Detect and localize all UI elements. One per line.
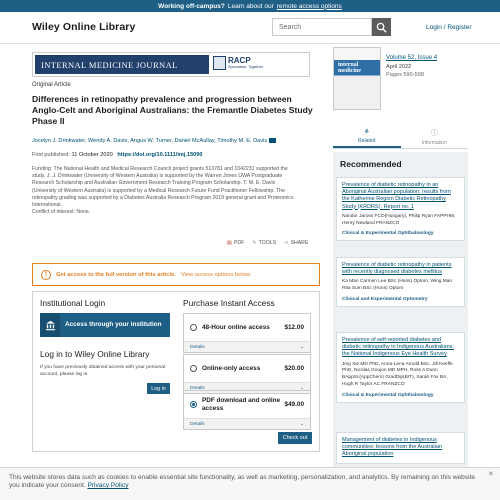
racp-subtitle: Specialists. Together xyxy=(228,65,263,69)
racp-logo xyxy=(213,56,263,70)
list-item xyxy=(336,257,465,307)
conflict-text: Conflict of interest: None. xyxy=(32,209,91,216)
details-label: Details xyxy=(190,385,205,391)
pdf-label: PDF xyxy=(233,240,245,246)
purchase-option-online[interactable] xyxy=(183,354,311,394)
info-icon: ⓘ xyxy=(430,130,438,137)
pdf-icon: ▤ xyxy=(227,240,232,246)
tab-label: Related xyxy=(358,138,376,144)
cookie-consent-bar xyxy=(0,467,500,500)
recommended-authors: Ka Man Carmen Lee BSc (Hons) Optom, Wing Man Rita Sum BSc (Hons) Optom xyxy=(342,279,453,292)
banner-text: Learn about our xyxy=(227,2,274,10)
site-header xyxy=(0,12,500,44)
access-banner-bold: Get access to the full version of this article. xyxy=(56,271,176,278)
option-price: $12.00 xyxy=(284,324,304,331)
pdf-button[interactable] xyxy=(227,240,244,246)
journal-cover[interactable] xyxy=(333,47,381,110)
access-options-panel xyxy=(32,291,320,452)
article-type: Original Article xyxy=(32,82,71,88)
tab-label: Information xyxy=(421,140,447,146)
option-name: Online-only access xyxy=(202,364,261,372)
info-icon: ! xyxy=(41,270,51,280)
authors-text[interactable]: Jocelyn J. Drinkwater, Wendy A. Davis, Angus W. Turner, Daniel McAullay, Timothy M. E. Davis xyxy=(32,138,268,144)
purchase-option-pdf[interactable] xyxy=(183,390,311,430)
remote-access-banner xyxy=(0,0,500,12)
institution-access-button[interactable] xyxy=(40,313,170,337)
journal-name: INTERNAL MEDICINE JOURNAL xyxy=(35,55,209,74)
cookie-message: This website stores data such as cookies to enable essential site functionality, as well as marketing, personalization, and analytics. By remaining on this website you indicate your consent. xyxy=(9,474,476,490)
article-tools xyxy=(227,240,308,246)
list-item xyxy=(336,177,465,241)
recommended-title-link[interactable]: Prevalence of diabetic retinopathy in an Aboriginal Australian population: results from the Katherine Region Diabetic Retinopathy Study (KRDRS). Report no. 1 xyxy=(342,182,451,210)
issue-pages: Pages 590-598 xyxy=(386,72,424,78)
details-label: Details xyxy=(190,344,205,350)
search-input[interactable]: Search xyxy=(272,18,372,36)
institution-access-label: Access through your institution xyxy=(65,321,162,328)
author-list xyxy=(32,138,302,144)
institution-icon xyxy=(40,313,60,337)
share-button[interactable] xyxy=(284,240,308,246)
option-details-toggle[interactable] xyxy=(184,418,310,429)
cover-title: internal medicine xyxy=(338,62,361,74)
chevron-down-icon: ⌄ xyxy=(299,385,304,391)
tools-button[interactable] xyxy=(252,240,276,246)
option-name: PDF download and online access xyxy=(202,397,281,412)
banner-bold-text: Working off-campus? xyxy=(158,2,225,10)
mail-icon[interactable] xyxy=(269,138,276,143)
radio-online[interactable] xyxy=(190,365,197,372)
purchase-option-48hour[interactable] xyxy=(183,313,311,353)
chevron-down-icon: ⌄ xyxy=(299,344,304,350)
option-price: $20.00 xyxy=(284,365,304,372)
recommended-authors: Jing Xie MD PhD, Anna-Lena Arnold BSc, Jill Keeffe PhD, Nicolas Goujon MD MPH, Ross A Dunn BAppSc(AppChem) GradDip(BIT), Sarah Fox BA, Hugh R Taylor AC FRANZCO xyxy=(342,361,453,387)
tools-label: TOOLS xyxy=(258,240,277,246)
sidebar-tabs xyxy=(333,126,468,149)
racp-text: RACP xyxy=(228,56,251,65)
recommended-title-link[interactable]: Prevalence of diabetic retinopathy in patients with recently diagnosed diabetes mellitus xyxy=(342,262,452,276)
recommended-journal[interactable]: Clinical & Experimental Ophthalmology xyxy=(342,392,434,398)
article-title: Differences in retinopathy prevalence and progression between Anglo-Celt and Aboriginal Australians: the Fremantle Diabetes Study Phase II xyxy=(32,94,313,126)
institutional-login-heading: Institutional Login xyxy=(40,298,106,308)
option-details-toggle[interactable] xyxy=(184,341,310,352)
login-register-link[interactable]: Login / Register xyxy=(426,24,472,31)
chevron-down-icon: ⌄ xyxy=(299,421,304,427)
issue-link[interactable]: Volume 52, Issue 4 xyxy=(386,55,438,61)
recommended-heading: Recommended xyxy=(340,159,402,169)
share-label: SHARE xyxy=(290,240,309,246)
tab-information[interactable] xyxy=(401,126,469,148)
privacy-policy-link[interactable]: Privacy Policy xyxy=(87,482,129,490)
tab-related[interactable] xyxy=(333,126,401,148)
first-published-label: First published: xyxy=(32,152,70,158)
radio-48hour[interactable] xyxy=(190,324,197,331)
close-icon[interactable]: ✕ xyxy=(488,471,494,478)
site-logo[interactable]: Wiley Online Library xyxy=(32,21,136,33)
recommended-panel xyxy=(333,152,468,500)
list-item xyxy=(336,332,465,403)
wiley-login-heading: Log in to Wiley Online Library xyxy=(40,349,150,359)
journal-banner[interactable] xyxy=(32,52,310,77)
recommended-title-link[interactable]: Prevalence of self-reported diabetes and diabetic retinopathy in Indigenous Australians: the National Indigenous Eye Health Survey xyxy=(342,337,454,358)
access-options-link[interactable]: View access options below. xyxy=(180,271,252,278)
issue-date: April 2022 xyxy=(386,64,412,70)
funding-text: Funding: The National Health and Medical Research Council project grants 513781 and 1042231 supported the study. J. J. Drinkwater (University of Western Australia) is supported by the Warren Jones UWA Postgraduate Research Scholarship and Australian Government Research Training Program Scholarship. T. M. E. Davis (University of Western Australia) is supported by a Medical Research Future Fund Practitioner Fellowship. The retinopathy grading was supported by a Diabetes Australia Research Program 2019 general grant and Proteomics International. xyxy=(32,166,294,209)
radio-pdf[interactable] xyxy=(190,401,197,408)
details-label: Details xyxy=(190,421,205,427)
first-published-date: 11 October 2020 xyxy=(71,152,113,158)
doi-link[interactable]: https://doi.org/10.1111/imj.15090 xyxy=(117,152,203,158)
option-price: $49.00 xyxy=(284,401,304,408)
option-name: 48-Hour online access xyxy=(202,323,270,331)
funding-statement xyxy=(32,166,294,216)
list-item xyxy=(336,432,465,464)
cookie-text xyxy=(9,474,479,490)
recommended-journal[interactable]: Clinical & Experimental Ophthalmology xyxy=(342,231,434,237)
recommended-title-link[interactable]: Management of diabetes in Indigenous communities: lessons from the Australian Aboriginal population xyxy=(342,437,442,458)
wrench-icon: ✎ xyxy=(252,240,257,246)
purchase-heading: Purchase Instant Access xyxy=(183,298,275,308)
recommended-journal[interactable]: Clinical and Experimental Optometry xyxy=(342,297,428,302)
search-icon xyxy=(376,22,387,33)
wiley-login-text: If you have previously obtained access with your personal account, please log in. xyxy=(40,365,166,377)
share-icon: ⋖ xyxy=(284,240,289,246)
checkout-button[interactable]: Check out xyxy=(278,432,312,444)
access-banner xyxy=(32,263,320,286)
first-published xyxy=(32,152,203,158)
search-button[interactable] xyxy=(372,18,391,36)
recommended-authors: Nandor Jaross FCO(Hungary), Philip Ryan FAPPHM, Henry Newland FRANZCO xyxy=(342,213,456,226)
network-icon: ⚘ xyxy=(363,129,370,136)
remote-access-link[interactable]: remote access options xyxy=(276,2,342,10)
racp-crest-icon xyxy=(213,56,226,70)
login-button[interactable]: Log in xyxy=(147,383,170,394)
